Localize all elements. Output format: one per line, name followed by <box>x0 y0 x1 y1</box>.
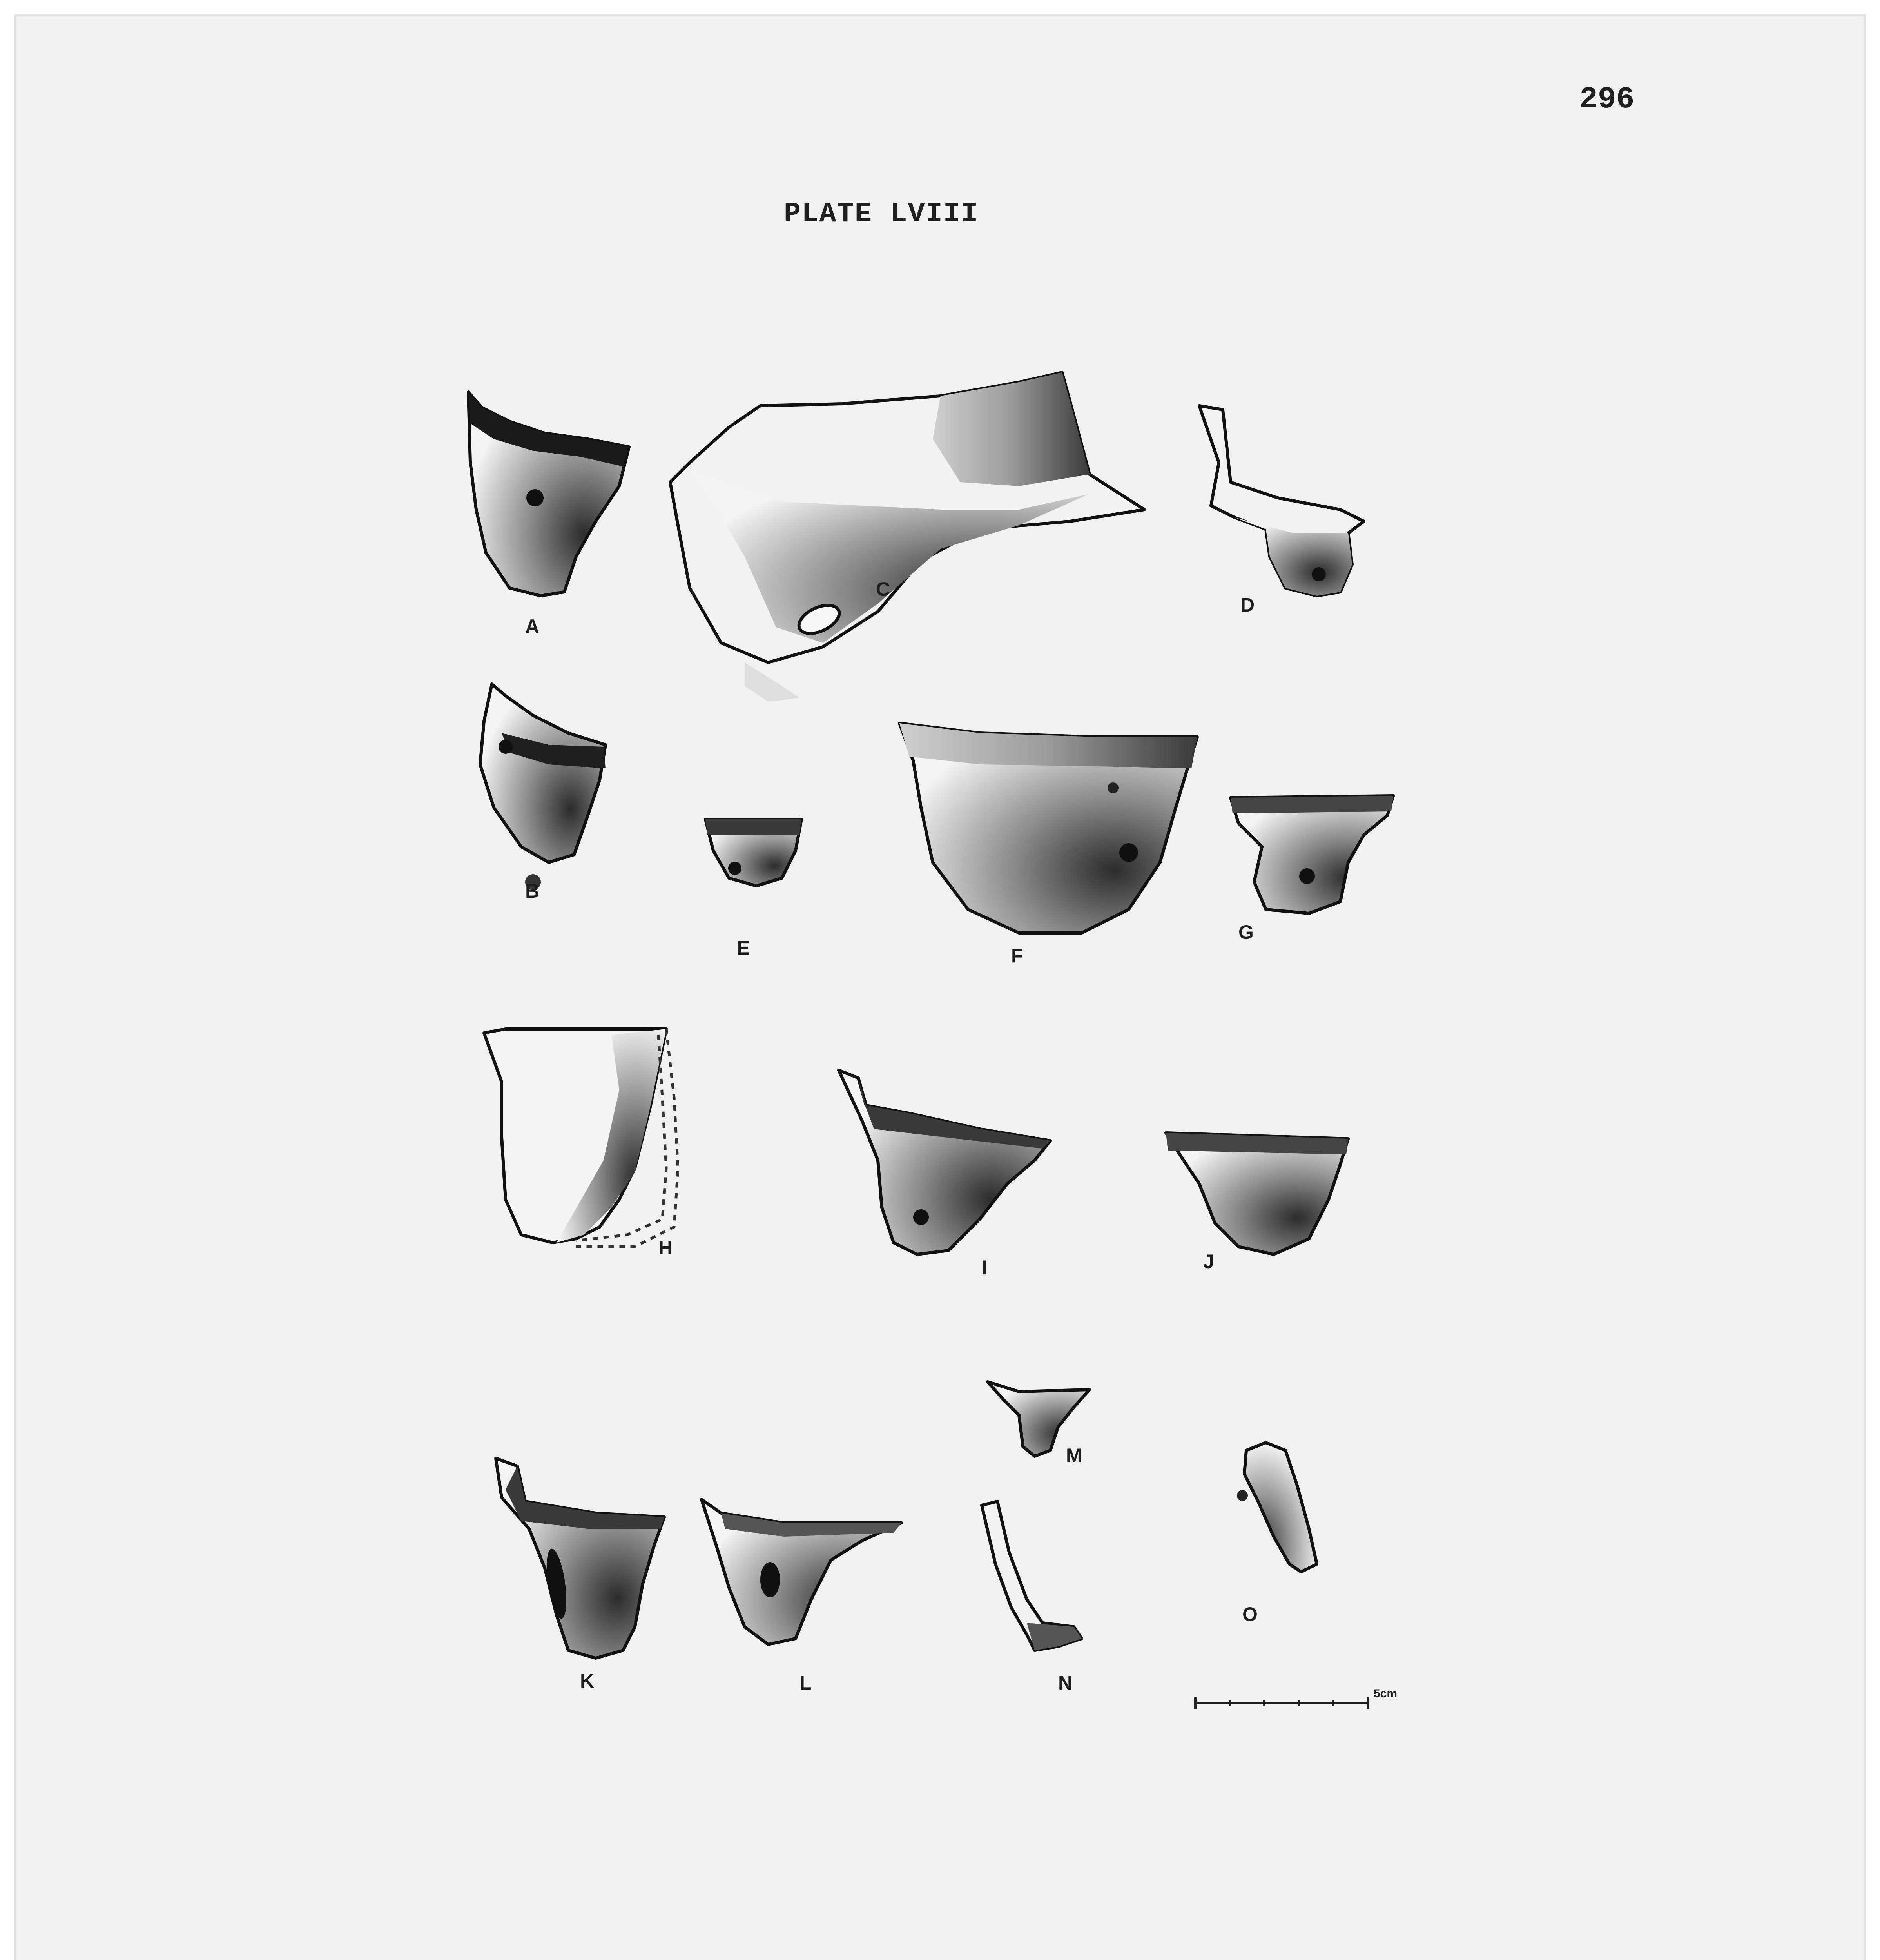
label-k: K <box>580 1670 595 1692</box>
sherd-h <box>484 1029 678 1247</box>
label-c: C <box>876 578 890 600</box>
label-j: J <box>1203 1250 1214 1272</box>
scale-bar <box>1195 1697 1368 1709</box>
label-h: H <box>658 1237 673 1259</box>
label-d: D <box>1240 594 1255 616</box>
sherd-a <box>468 392 629 596</box>
label-o: O <box>1242 1603 1258 1625</box>
sherd-i <box>839 1070 1050 1254</box>
sherd-j <box>1166 1133 1348 1254</box>
sherd-n <box>982 1501 1082 1650</box>
plate-title: PLATE LVIII <box>784 198 979 230</box>
sherd-k <box>496 1458 664 1658</box>
label-m: M <box>1066 1445 1082 1466</box>
sherd-b <box>480 684 606 890</box>
sherd-f <box>899 723 1197 933</box>
sherd-d <box>1199 406 1364 596</box>
label-a: A <box>525 615 540 637</box>
label-n: N <box>1058 1672 1073 1694</box>
sherd-c <box>670 372 1144 702</box>
label-g: G <box>1238 921 1254 943</box>
sherd-g <box>1231 796 1393 913</box>
sherd-o <box>1237 1443 1317 1572</box>
sherd-e <box>705 819 801 886</box>
label-b: B <box>525 880 540 902</box>
label-f: F <box>1011 945 1023 967</box>
label-i: I <box>982 1256 987 1278</box>
label-e: E <box>737 937 750 959</box>
scale-label: 5cm <box>1374 1687 1398 1700</box>
page-number: 296 <box>1579 82 1635 117</box>
label-l: L <box>799 1672 812 1694</box>
sherd-l <box>702 1499 901 1644</box>
